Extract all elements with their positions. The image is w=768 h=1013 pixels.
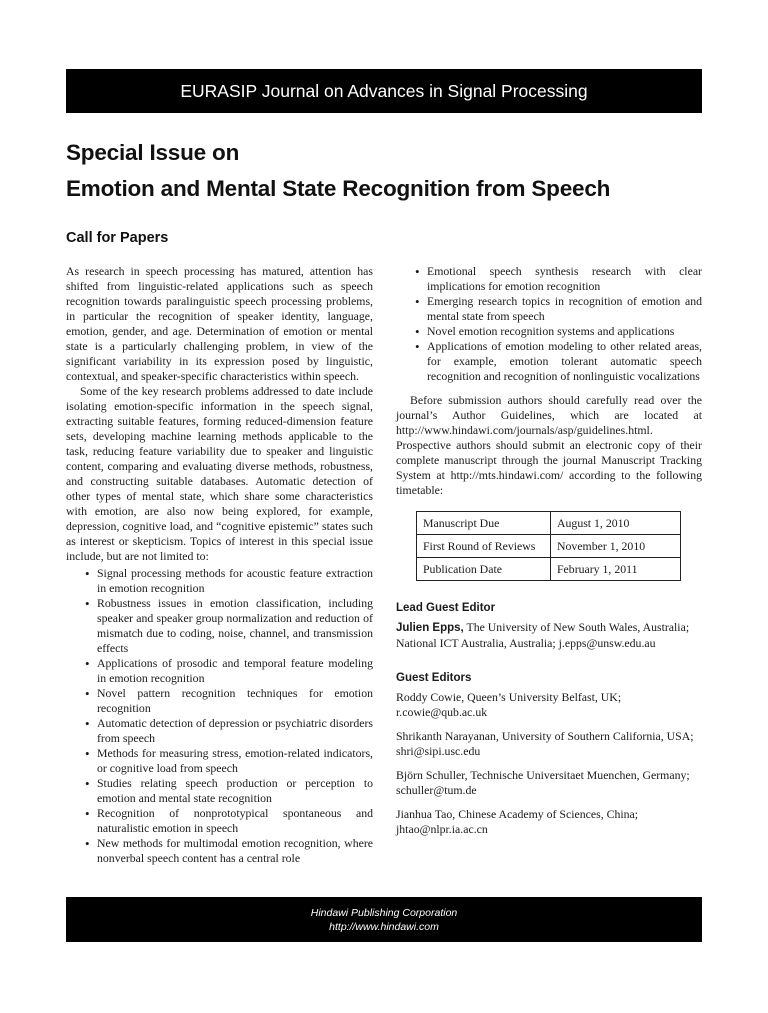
- journal-title: EURASIP Journal on Advances in Signal Processing: [180, 80, 588, 101]
- guest-editor-entry: [396, 768, 702, 798]
- guest-editor-entry: [396, 729, 702, 759]
- list-item: • Automatic detection of depression or psychiatric disorders from speech: [97, 716, 373, 746]
- journal-header: [66, 69, 702, 113]
- publisher-name: Hindawi Publishing Corporation: [310, 906, 458, 919]
- timetable-label: First Round of Reviews: [417, 535, 551, 558]
- list-item: • Studies relating speech production or perception to emotion and mental state recognition: [97, 776, 373, 806]
- editor-name: Roddy Cowie,: [396, 690, 465, 704]
- editor-details: University of Southern California, USA; shri@sipi.usc.edu: [396, 729, 694, 758]
- timetable: [416, 511, 681, 581]
- research-paragraph: Some of the key research problems addressed to date include isolating emotion-specific information in the speech signal, extracting suitable features, forming reduced-dimension feature sets, developing machine learning methods applicable to the task, reducing feature variability due to speaker and linguistic content, comparing and evaluating diverse methods, robustness, and constructing suitable databases. Automatic detection of other types of mental state, which share some characteristics with emotion, are also now being explored, for example, depression, cognitive load, and “cognitive epistemic” states such as interest or skepticism. Topics of interest in this special issue include, but are not limited to:: [66, 384, 373, 563]
- editor-details: The University of New South Wales, Australia; National ICT Australia, Australia; j.epps@unsw.edu.au: [396, 620, 690, 650]
- guest-editor-entry: [396, 807, 702, 837]
- list-item: • Robustness issues in emotion classification, including speaker and speaker group normalization and reduction of mismatch due to coding, noise, channel, and transmission effects: [97, 596, 373, 656]
- list-item: • Methods for measuring stress, emotion-related indicators, or cognitive load from speech: [97, 746, 373, 776]
- timetable-label: Manuscript Due: [417, 512, 551, 535]
- list-item: • New methods for multimodal emotion recognition, where nonverbal speech content has a central role: [97, 836, 373, 866]
- publisher-footer: [66, 897, 702, 942]
- list-item: • Applications of prosodic and temporal feature modeling in emotion recognition: [97, 656, 373, 686]
- timetable-label: Publication Date: [417, 558, 551, 581]
- list-item: • Recognition of nonprototypical spontaneous and naturalistic emotion in speech: [97, 806, 373, 836]
- editor-name: Shrikanth Narayanan,: [396, 729, 499, 743]
- timetable-date: November 1, 2010: [551, 535, 681, 558]
- list-item: • Novel pattern recognition techniques for emotion recognition: [97, 686, 373, 716]
- editor-details: Queen’s University Belfast, UK; r.cowie@qub.ac.uk: [396, 690, 622, 719]
- title-line-1: Special Issue on: [66, 140, 240, 165]
- publisher-url: http://www.hindawi.com: [329, 920, 439, 933]
- intro-paragraph: As research in speech processing has matured, attention has shifted from linguistic-related applications such as speech recognition towards paralinguistic speech processing problems, in particular the recognition of speaker identity, language, emotion, gender, and age. Determination of emotion or mental state is a particularly challenging problem, in view of the significant variability in its expression posed by linguistic, contextual, and speaker-specific characteristics within speech.: [66, 264, 373, 383]
- list-item: • Emerging research topics in recognition of emotion and mental state from speech: [427, 294, 702, 324]
- title-line-2: Emotion and Mental State Recognition from Speech: [66, 176, 611, 201]
- list-item: • Novel emotion recognition systems and applications: [427, 324, 702, 339]
- timetable-date: February 1, 2011: [551, 558, 681, 581]
- guest-editor-entry: [396, 690, 702, 720]
- table-row: [417, 558, 681, 581]
- editor-name: Björn Schuller,: [396, 768, 468, 782]
- topics-list-left: [97, 566, 373, 866]
- table-row: [417, 535, 681, 558]
- lead-editor-entry: [396, 620, 702, 651]
- timetable-date: August 1, 2010: [551, 512, 681, 535]
- right-column: [396, 264, 702, 837]
- left-column: [66, 264, 373, 866]
- list-item: • Applications of emotion modeling to other related areas, for example, emotion tolerant automatic speech recognition and recognition of nonlinguistic vocalizations: [427, 339, 702, 384]
- submission-paragraph: Before submission authors should carefully read over the journal’s Author Guidelines, which are located at http://www.hindawi.com/journals/asp/guidelines.html. Prospective authors should submit an electronic copy of their complete manuscript through the journal Manuscript Tracking System at http://mts.hindawi.com/ according to the following timetable:: [396, 393, 702, 497]
- editor-name: Julien Epps,: [396, 622, 464, 634]
- list-item: • Signal processing methods for acoustic feature extraction in emotion recognition: [97, 566, 373, 596]
- call-for-papers-heading: Call for Papers: [66, 230, 169, 246]
- topics-list-right: [427, 264, 702, 384]
- editor-details: Chinese Academy of Sciences, China; jhtao@nlpr.ia.ac.cn: [396, 807, 639, 836]
- page-title: [66, 135, 610, 207]
- list-item: • Emotional speech synthesis research with clear implications for emotion recognition: [427, 264, 702, 294]
- editor-details: Technische Universitaet Muenchen, Germany; schuller@tum.de: [396, 768, 690, 797]
- guest-editors-heading: Guest Editors: [396, 672, 472, 684]
- table-row: [417, 512, 681, 535]
- editor-name: Jianhua Tao,: [396, 807, 456, 821]
- lead-guest-editor-heading: Lead Guest Editor: [396, 602, 496, 614]
